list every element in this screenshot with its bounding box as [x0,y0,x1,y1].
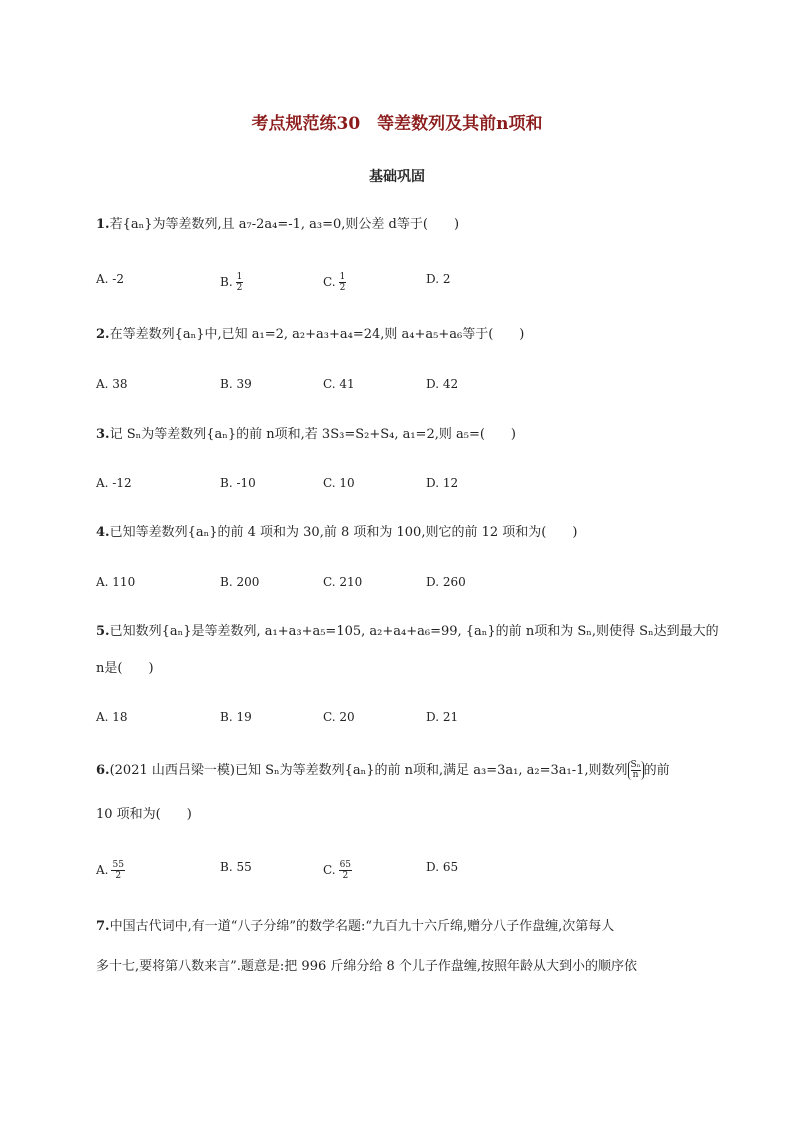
option-c: C. 41 [323,377,355,391]
question-number: 6. [96,763,110,778]
question-number: 3. [96,427,110,442]
option-b: B. $\frac{1}{2}$ [220,272,243,293]
fraction: $\frac{1}{2}$ [339,272,346,293]
question-1-options [96,272,716,294]
question-4 [96,523,706,543]
option-b: B. 19 [220,710,252,724]
question-6-line-2 [96,805,706,825]
option-d: D. 42 [426,377,459,391]
question-text: (2021 山西吕梁一模)已知 Sₙ为等差数列{aₙ}的前 n项和,满足 a₃=3a₁, a₂=3a₁-1,则数列 [109,763,628,778]
option-a: A. 18 [96,710,128,724]
question-2 [96,325,706,345]
question-number: 7. [96,919,110,934]
question-number: 5. [96,624,110,639]
option-a: A. -2 [96,272,124,286]
question-4-options [96,575,716,597]
question-number: 1. [96,217,110,232]
question-text: 中国古代词中,有一道“八子分绵”的数学名题:“九百九十六斤绵,赠分八子作盘缠,次第每人 [109,919,615,934]
question-5-options [96,710,716,732]
question-text: 的前 [643,763,670,778]
page-title: 考点规范练30 等差数列及其前n项和 [251,114,543,134]
option-b: B. -10 [220,476,256,490]
question-7 [96,917,706,937]
question-7-line-2 [96,957,706,977]
fraction: $\frac{65}{2}$ [339,860,352,881]
question-1 [96,215,706,235]
question-6-options [96,860,716,882]
option-a: A. 38 [96,377,128,391]
option-c: C. $\frac{65}{2}$ [323,860,352,881]
option-a: A. 110 [96,575,136,589]
question-5-line-2 [96,659,706,679]
question-number: 2. [96,327,110,342]
fraction: $\frac{55}{2}$ [112,860,124,881]
option-c: C. 210 [323,575,363,589]
question-text: 已知等差数列{aₙ}的前 4 项和为 30,前 8 项和为 100,则它的前 12 项和为( ) [109,525,578,540]
sequence-fraction: $\frac{\text{Sₙ}}{n}$ [628,761,644,780]
fraction: $\frac{1}{2}$ [236,272,243,293]
question-text: 在等差数列{aₙ}中,已知 a₁=2, a₂+a₃+a₄=24,则 a₄+a₅+a₆等于( ) [109,327,525,342]
option-d: D. 260 [426,575,466,589]
option-d: D. 65 [426,860,459,874]
option-a: A. $\frac{55}{2}$ [96,860,124,881]
option-d: D. 2 [426,272,451,286]
question-text: 10 项和为( ) [96,807,192,822]
question-text: 记 Sₙ为等差数列{aₙ}的前 n项和,若 3S₃=S₂+S₄, a₁=2,则 a₅=( ) [109,427,516,442]
question-5 [96,622,719,642]
question-number: 4. [96,525,110,540]
option-a: A. -12 [96,476,132,490]
question-3 [96,425,706,445]
section-heading: 基础巩固 [369,169,425,185]
option-b: B. 55 [220,860,252,874]
option-d: D. 21 [426,710,459,724]
question-6 [96,761,706,781]
option-c: C. $\frac{1}{2}$ [323,272,346,293]
option-c: C. 20 [323,710,355,724]
option-d: D. 12 [426,476,459,490]
option-c: C. 10 [323,476,355,490]
question-3-options [96,476,716,498]
option-b: B. 200 [220,575,260,589]
question-text: 若{aₙ}为等差数列,且 a₇-2a₄=-1, a₃=0,则公差 d等于( ) [109,217,460,232]
question-text: n是( ) [96,661,154,676]
question-text: 已知数列{aₙ}是等差数列, a₁+a₃+a₅=105, a₂+a₄+a₆=99, {aₙ}的前 n项和为 Sₙ,则使得 Sₙ达到最大的 [109,624,719,639]
question-text: 多十七,要将第八数来言”.题意是:把 996 斤绵分给 8 个儿子作盘缠,按照年龄从大到小的顺序依 [96,959,638,974]
question-2-options [96,377,716,399]
option-b: B. 39 [220,377,252,391]
